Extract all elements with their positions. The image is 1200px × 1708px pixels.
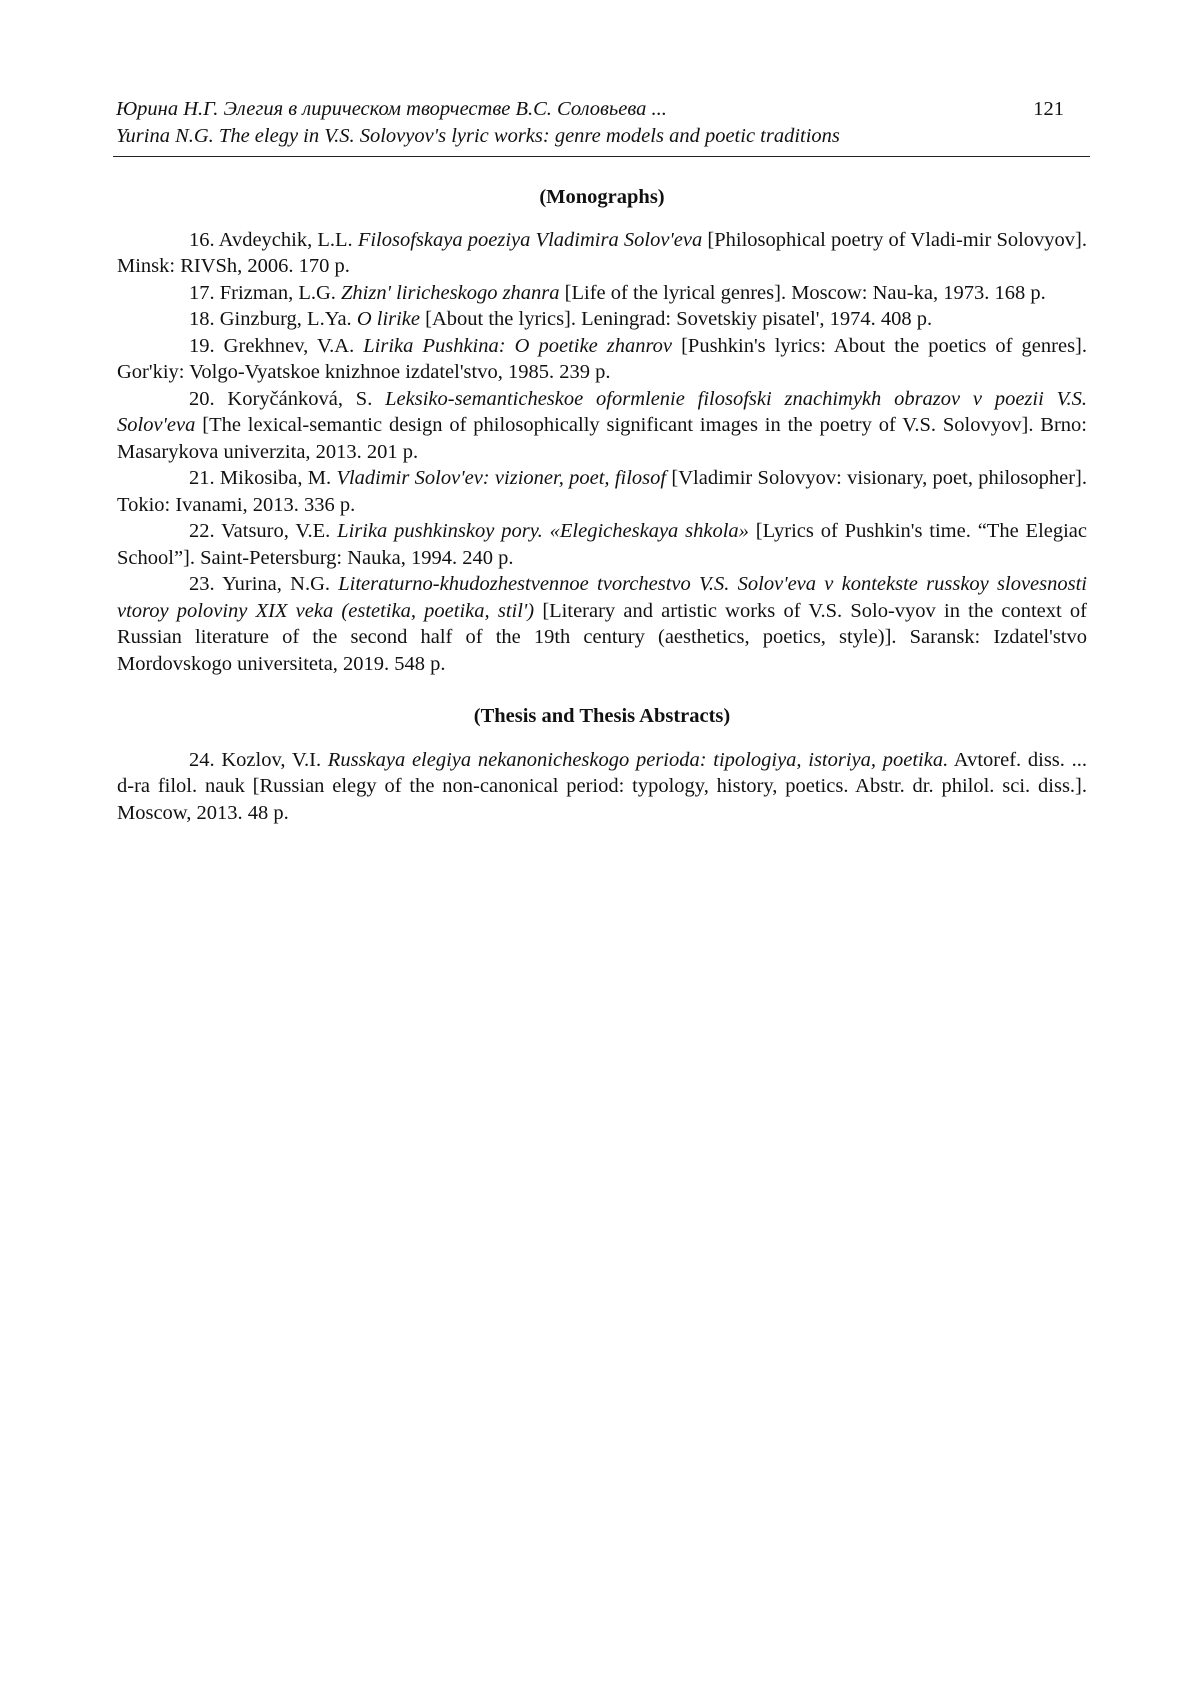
- reference-item: [117, 333, 1087, 386]
- section-thesis-abstracts: [117, 703, 1087, 826]
- ref-author: 18. Ginzburg, L.Ya.: [189, 308, 357, 330]
- ref-title: Leksiko-semanticheskoe oformlenie filosofski znachimykh obrazov v poezii V.S. Solov'eva: [117, 387, 1087, 436]
- running-header: [116, 96, 1088, 150]
- ref-details: [Philosophical poetry of Vladi-mir Solovyov]. Minsk: RIVSh, 2006. 170 p.: [117, 228, 1087, 277]
- reference-item: [117, 386, 1087, 466]
- ref-author: 20. Koryčánková, S.: [189, 387, 386, 410]
- ref-details: [About the lyrics]. Leningrad: Sovetskiy pisatel', 1974. 408 p.: [420, 308, 933, 330]
- ref-details: [Literary and artistic works of V.S. Solo-vyov in the context of Russian literature of the second half of the 19th century (aesthetics, poetics, style)]. Saransk: Izdatel'stvo Mordovskogo universiteta, 2019. 548 p.: [117, 599, 1088, 675]
- reference-item: [117, 280, 1087, 307]
- ref-title: O lirike: [356, 308, 421, 330]
- section-heading: (Monographs): [539, 186, 665, 208]
- section-heading: (Thesis and Thesis Abstracts): [473, 705, 731, 727]
- references-body: [117, 184, 1087, 826]
- ref-details: [Lyrics of Pushkin's time. “The Elegiac School”]. Saint-Petersburg: Nauka, 1994. 240 p.: [117, 520, 1088, 569]
- header-english-line: [116, 123, 1088, 150]
- reference-item: [117, 571, 1087, 677]
- header-russian-line: [116, 96, 1088, 123]
- ref-title: Russkaya elegiya nekanonicheskogo perioda: tipologiya, istoriya, poetika.: [327, 748, 949, 771]
- section-monographs: [117, 184, 1087, 677]
- ref-title: Zhizn' liricheskogo zhanra: [341, 281, 560, 304]
- header-english-title: Yurina N.G. The elegy in V.S. Solovyov's lyric works: genre models and poetic traditions: [116, 125, 840, 147]
- ref-author: 19. Grekhnev, V.A.: [189, 334, 364, 357]
- ref-author: 21. Mikosiba, M.: [189, 467, 337, 489]
- ref-title: Lirika pushkinskoy pory. «Elegicheskaya shkola»: [337, 520, 749, 542]
- reference-item: [117, 747, 1087, 827]
- ref-details: [Pushkin's lyrics: About the poetics of genres]. Gor'kiy: Volgo-Vyatskoe knizhnoe izdatel'stvo, 1985. 239 p.: [117, 334, 1088, 383]
- ref-title: Lirika Pushkina: O poetike zhanrov: [363, 334, 673, 357]
- ref-author: 22. Vatsuro, V.E.: [189, 520, 338, 542]
- header-russian-title: Юрина Н.Г. Элегия в лирическом творчестве В.С. Соловьева ...: [116, 98, 667, 120]
- ref-details: Avtoref. diss. ... d-ra filol. nauk [Russian elegy of the non-canonical period: typology, history, poetics. Abstr. dr. philol. sci. diss.]. Moscow, 2013. 48 p.: [117, 748, 1087, 824]
- ref-author: 17. Frizman, L.G.: [189, 281, 342, 304]
- page-number: 121: [1033, 98, 1064, 120]
- ref-author: 24. Kozlov, V.I.: [189, 748, 328, 771]
- reference-item: [117, 227, 1087, 280]
- ref-details: [Life of the lyrical genres]. Moscow: Nau-ka, 1973. 168 p.: [559, 281, 1046, 304]
- ref-details: [The lexical-semantic design of philosophically significant images in the poetry of V.S. Solovyov]. Brno: Masarykova univerzita, 2013. 201 p.: [117, 414, 1087, 463]
- ref-title: Literaturno-khudozhestvennoe tvorchestvo V.S. Solov'eva v kontekste russkoy slovesnosti vtoroy poloviny XIX veka (estetika, poetika, stil'): [117, 573, 1087, 622]
- ref-title: Filosofskaya poeziya Vladimira Solov'eva: [357, 228, 703, 251]
- ref-details: [Vladimir Solovyov: visionary, poet, philosopher]. Tokio: Ivanami, 2013. 336 p.: [117, 467, 1088, 516]
- reference-item: [117, 518, 1087, 571]
- header-divider: [113, 156, 1090, 157]
- reference-item: [117, 306, 1087, 333]
- ref-author: 16. Avdeychik, L.L.: [189, 228, 358, 251]
- ref-author: 23. Yurina, N.G.: [189, 573, 339, 595]
- reference-item: [117, 465, 1087, 518]
- ref-title: Vladimir Solov'ev: vizioner, poet, filosof: [336, 467, 667, 489]
